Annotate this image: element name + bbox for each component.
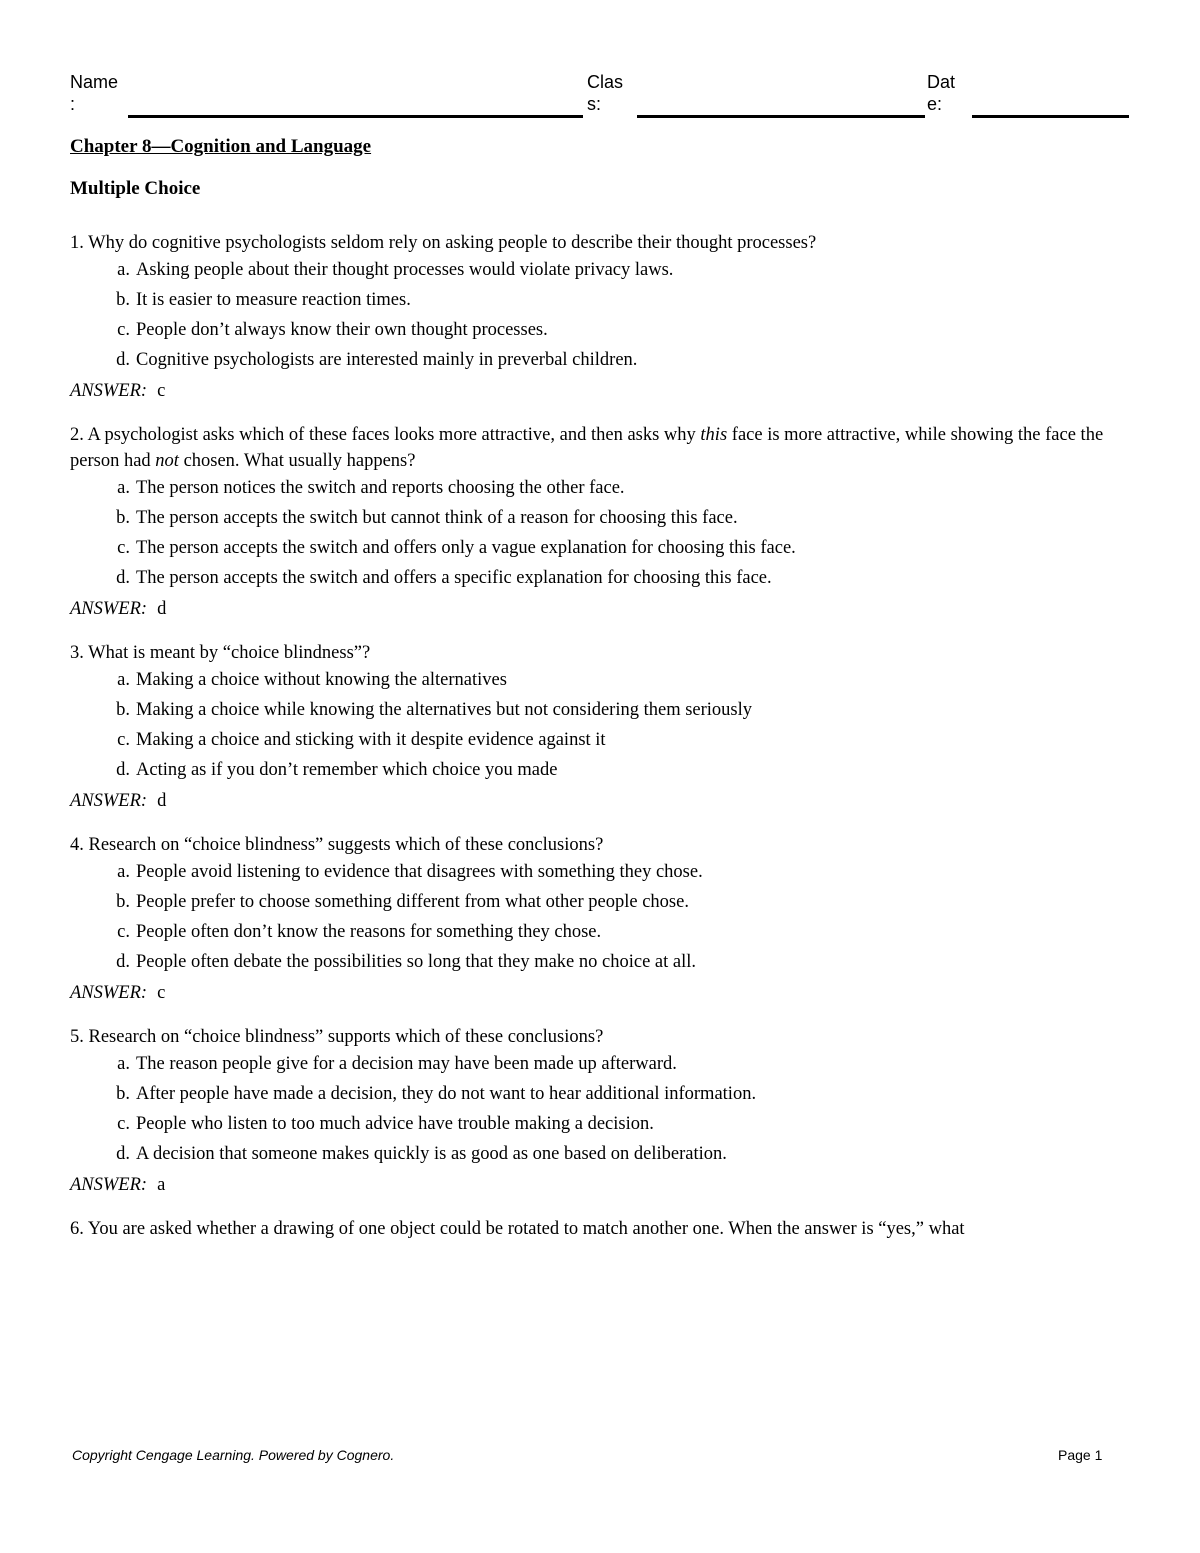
option-text: It is easier to measure reaction times. (136, 290, 411, 310)
copyright-footer: Copyright Cengage Learning. Powered by Cognero. (72, 1447, 395, 1463)
option-list (70, 1052, 1130, 1167)
name-label-line2: : (70, 94, 76, 114)
option-b[interactable] (70, 288, 1130, 313)
answer-label: ANSWER: (70, 983, 148, 1003)
option-letter: a. (117, 862, 130, 882)
option-letter: b. (116, 290, 130, 310)
name-field[interactable] (128, 115, 583, 118)
option-text: After people have made a decision, they do not want to hear additional information. (136, 1084, 757, 1104)
option-text: People don’t always know their own thought processes. (136, 320, 548, 340)
answer-line (70, 596, 1130, 622)
option-c[interactable] (70, 1112, 1130, 1137)
class-label (587, 71, 623, 115)
date-field[interactable] (972, 115, 1129, 118)
question-1 (70, 230, 1130, 404)
question-list (70, 230, 1130, 1260)
question-stem (70, 422, 1130, 474)
answer-value: c (157, 983, 166, 1003)
answer-line (70, 788, 1130, 814)
option-text: Asking people about their thought processes would violate privacy laws. (136, 260, 674, 280)
date-label-line2: e: (927, 94, 943, 114)
option-letter: b. (116, 1084, 130, 1104)
class-label-line2: s: (587, 94, 602, 114)
question-stem: 4. Research on “choice blindness” suggests which of these conclusions? (70, 835, 604, 855)
stem-text: 2. A psychologist asks which of these faces looks more attractive, and then asks why (70, 425, 701, 445)
option-letter: c. (117, 320, 130, 340)
answer-value: a (157, 1175, 166, 1195)
answer-value: c (157, 381, 166, 401)
option-letter: d. (116, 1144, 130, 1164)
question-stem: 6. You are asked whether a drawing of one object could be rotated to match another one. When the answer is “yes,” what (70, 1219, 965, 1239)
option-list (70, 258, 1130, 373)
chapter-title: Chapter 8—Cognition and Language (70, 136, 372, 157)
answer-line (70, 1172, 1130, 1198)
option-letter: c. (117, 538, 130, 558)
option-b[interactable] (70, 890, 1130, 915)
option-letter: d. (116, 952, 130, 972)
question-5 (70, 1024, 1130, 1198)
name-label (70, 71, 118, 115)
answer-value: d (157, 599, 167, 619)
page-number: Page 1 (1058, 1447, 1103, 1463)
option-text: A decision that someone makes quickly is as good as one based on deliberation. (136, 1144, 727, 1164)
option-letter: d. (116, 760, 130, 780)
option-letter: b. (116, 892, 130, 912)
option-c[interactable] (70, 318, 1130, 343)
option-d[interactable] (70, 758, 1130, 783)
option-b[interactable] (70, 506, 1130, 531)
option-text: People who listen to too much advice have trouble making a decision. (136, 1114, 654, 1134)
option-text: Making a choice while knowing the alternatives but not considering them seriously (136, 700, 753, 720)
question-4 (70, 832, 1130, 1006)
question-stem: 1. Why do cognitive psychologists seldom rely on asking people to describe their thought processes? (70, 233, 817, 253)
answer-label: ANSWER: (70, 599, 148, 619)
answer-value: d (157, 791, 167, 811)
answer-line (70, 980, 1130, 1006)
question-6 (70, 1216, 1130, 1242)
option-letter: a. (117, 670, 130, 690)
question-stem: 5. Research on “choice blindness” supports which of these conclusions? (70, 1027, 604, 1047)
stem-emphasis: not (155, 451, 179, 471)
section-title: Multiple Choice (70, 178, 201, 199)
option-letter: c. (117, 1114, 130, 1134)
option-a[interactable] (70, 258, 1130, 283)
option-text: The person notices the switch and reports choosing the other face. (136, 478, 625, 498)
option-c[interactable] (70, 536, 1130, 561)
answer-label: ANSWER: (70, 791, 148, 811)
option-text: People prefer to choose something different from what other people chose. (136, 892, 689, 912)
class-field[interactable] (637, 115, 925, 118)
option-text: Acting as if you don’t remember which choice you made (136, 760, 558, 780)
option-d[interactable] (70, 950, 1130, 975)
answer-label: ANSWER: (70, 381, 148, 401)
option-letter: b. (116, 700, 130, 720)
option-c[interactable] (70, 920, 1130, 945)
date-label (927, 71, 955, 115)
option-text: The person accepts the switch and offers a specific explanation for choosing this face. (136, 568, 772, 588)
question-2 (70, 422, 1130, 622)
option-a[interactable] (70, 476, 1130, 501)
option-list (70, 476, 1130, 591)
option-text: Cognitive psychologists are interested mainly in preverbal children. (136, 350, 638, 370)
option-list (70, 860, 1130, 975)
option-letter: a. (117, 260, 130, 280)
answer-label: ANSWER: (70, 1175, 148, 1195)
option-list (70, 668, 1130, 783)
option-text: The person accepts the switch and offers only a vague explanation for choosing this face. (136, 538, 796, 558)
option-a[interactable] (70, 1052, 1130, 1077)
option-text: The reason people give for a decision may have been made up afterward. (136, 1054, 677, 1074)
option-text: Making a choice without knowing the alternatives (136, 670, 507, 690)
option-letter: a. (117, 1054, 130, 1074)
answer-line (70, 378, 1130, 404)
class-label-line1: Clas (587, 72, 624, 92)
date-label-line1: Dat (927, 72, 956, 92)
option-text: People avoid listening to evidence that disagrees with something they chose. (136, 862, 703, 882)
option-a[interactable] (70, 860, 1130, 885)
stem-emphasis: this (700, 425, 728, 445)
question-stem: 3. What is meant by “choice blindness”? (70, 643, 371, 663)
option-letter: c. (117, 922, 130, 942)
option-d[interactable] (70, 1142, 1130, 1167)
option-text: Making a choice and sticking with it despite evidence against it (136, 730, 606, 750)
option-b[interactable] (70, 698, 1130, 723)
stem-text: chosen. What usually happens? (178, 451, 416, 471)
option-c[interactable] (70, 728, 1130, 753)
option-d[interactable] (70, 348, 1130, 373)
question-3 (70, 640, 1130, 814)
option-text: People often debate the possibilities so long that they make no choice at all. (136, 952, 696, 972)
name-label-line1: Name (70, 72, 119, 92)
option-letter: a. (117, 478, 130, 498)
option-letter: c. (117, 730, 130, 750)
option-text: The person accepts the switch but cannot think of a reason for choosing this face. (136, 508, 738, 528)
option-d[interactable] (70, 566, 1130, 591)
option-a[interactable] (70, 668, 1130, 693)
option-letter: b. (116, 508, 130, 528)
option-letter: d. (116, 350, 130, 370)
option-b[interactable] (70, 1082, 1130, 1107)
option-letter: d. (116, 568, 130, 588)
stem-text: face is more attractive, while showing the face the person had (70, 425, 1104, 471)
option-text: People often don’t know the reasons for something they chose. (136, 922, 602, 942)
